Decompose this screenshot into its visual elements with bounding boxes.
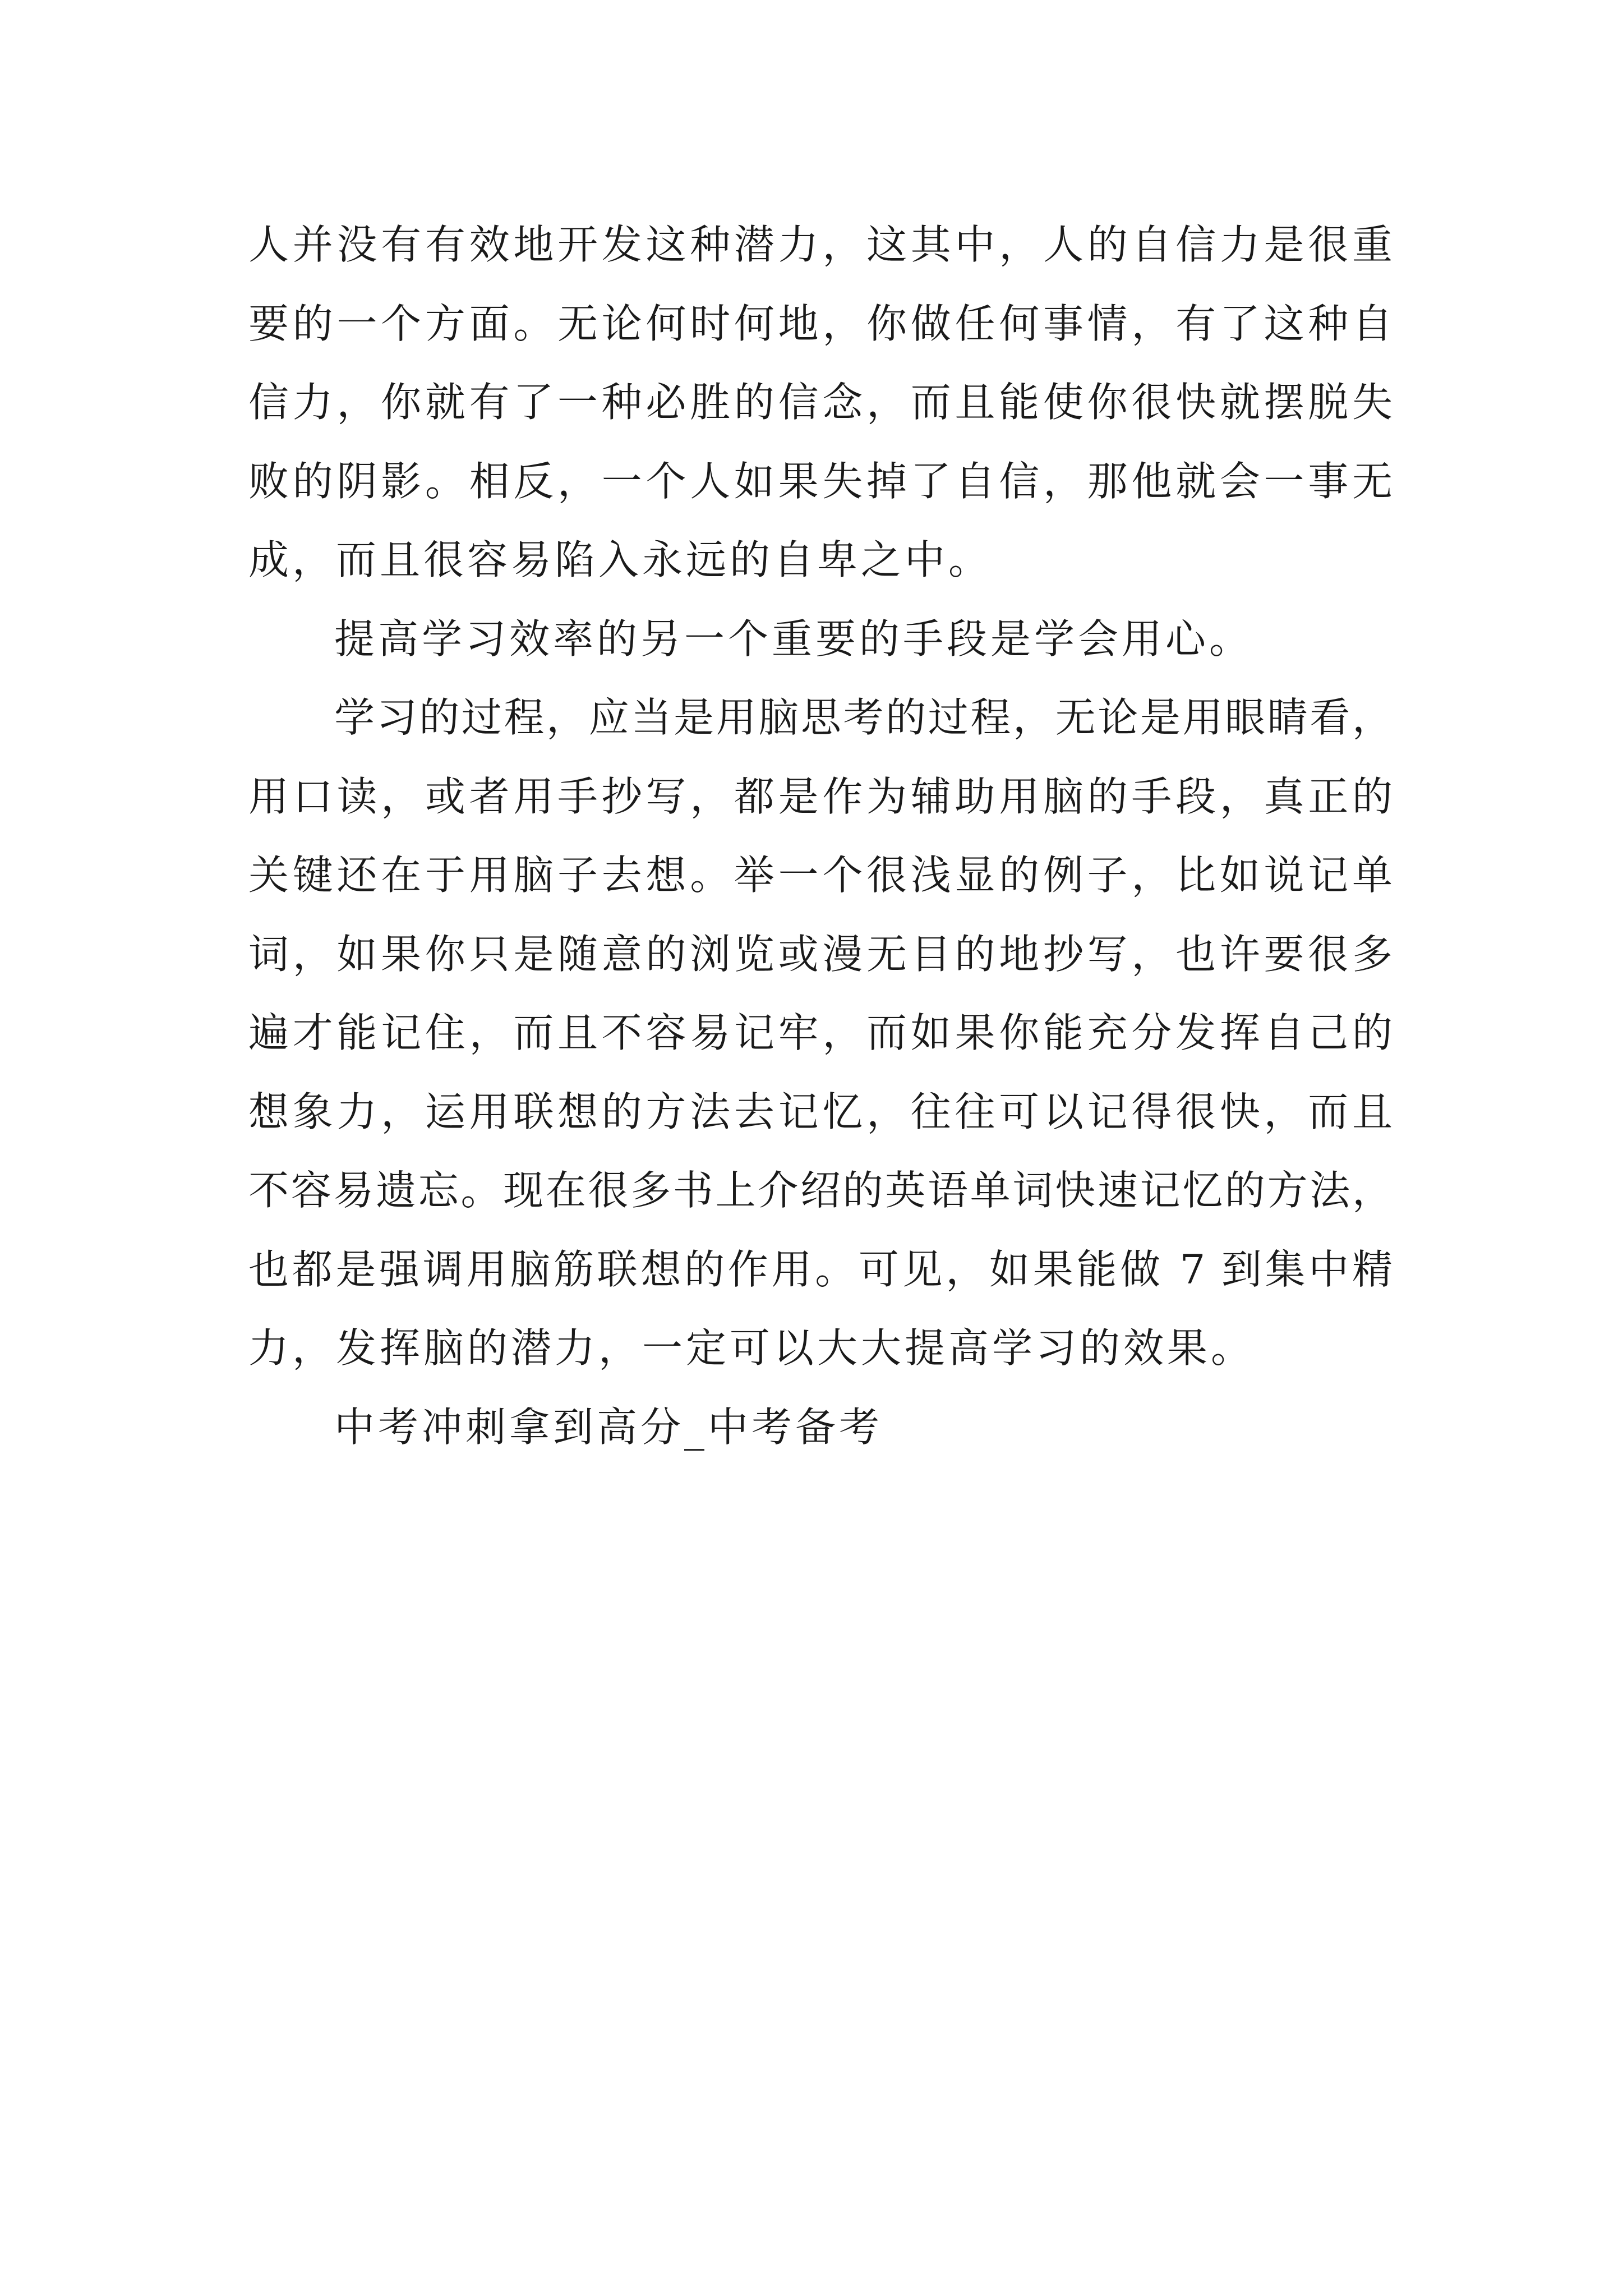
- paragraph-2-line-1: 提高学习效率的另一个重要的手段是学会用心。: [334, 615, 1253, 662]
- paragraph-3-line-8: 也都是强调用脑筋联想的作用。可见，如果能做 7 到集中精: [248, 1246, 1393, 1293]
- paragraph-1-line-1: 人并没有有效地开发这种潜力，这其中，人的自信力是很重: [248, 221, 1393, 268]
- paragraph-3-line-1: 学习的过程，应当是用脑思考的过程，无论是用眼睛看，: [334, 694, 1393, 741]
- paragraph-1-line-5: 成，而且很容易陷入永远的自卑之中。: [248, 536, 993, 583]
- paragraph-3-line-3: 关键还在于用脑子去想。举一个很浅显的例子，比如说记单: [248, 852, 1393, 899]
- paragraph-1-line-3: 信力，你就有了一种必胜的信念，而且能使你很快就摆脱失: [248, 379, 1393, 426]
- paragraph-3-line-2: 用口读，或者用手抄写，都是作为辅助用脑的手段，真正的: [248, 773, 1393, 820]
- paragraph-3-line-6: 想象力，运用联想的方法去记忆，往往可以记得很快，而且: [248, 1088, 1393, 1135]
- paragraph-1-line-4: 败的阴影。相反，一个人如果失掉了自信，那他就会一事无: [248, 458, 1393, 505]
- paragraph-3-line-9: 力，发挥脑的潜力，一定可以大大提高学习的效果。: [248, 1324, 1255, 1372]
- paragraph-1-line-2: 要的一个方面。无论何时何地，你做任何事情，有了这种自: [248, 300, 1393, 347]
- paragraph-3-line-7: 不容易遗忘。现在很多书上介绍的英语单词快速记忆的方法，: [248, 1167, 1393, 1214]
- paragraph-4-line-1: 中考冲刺拿到高分_中考备考: [334, 1404, 883, 1451]
- paragraph-3-line-5: 遍才能记住，而且不容易记牢，而如果你能充分发挥自己的: [248, 1009, 1393, 1056]
- paragraph-3-line-4: 词，如果你只是随意的浏览或漫无目的地抄写，也许要很多: [248, 931, 1393, 978]
